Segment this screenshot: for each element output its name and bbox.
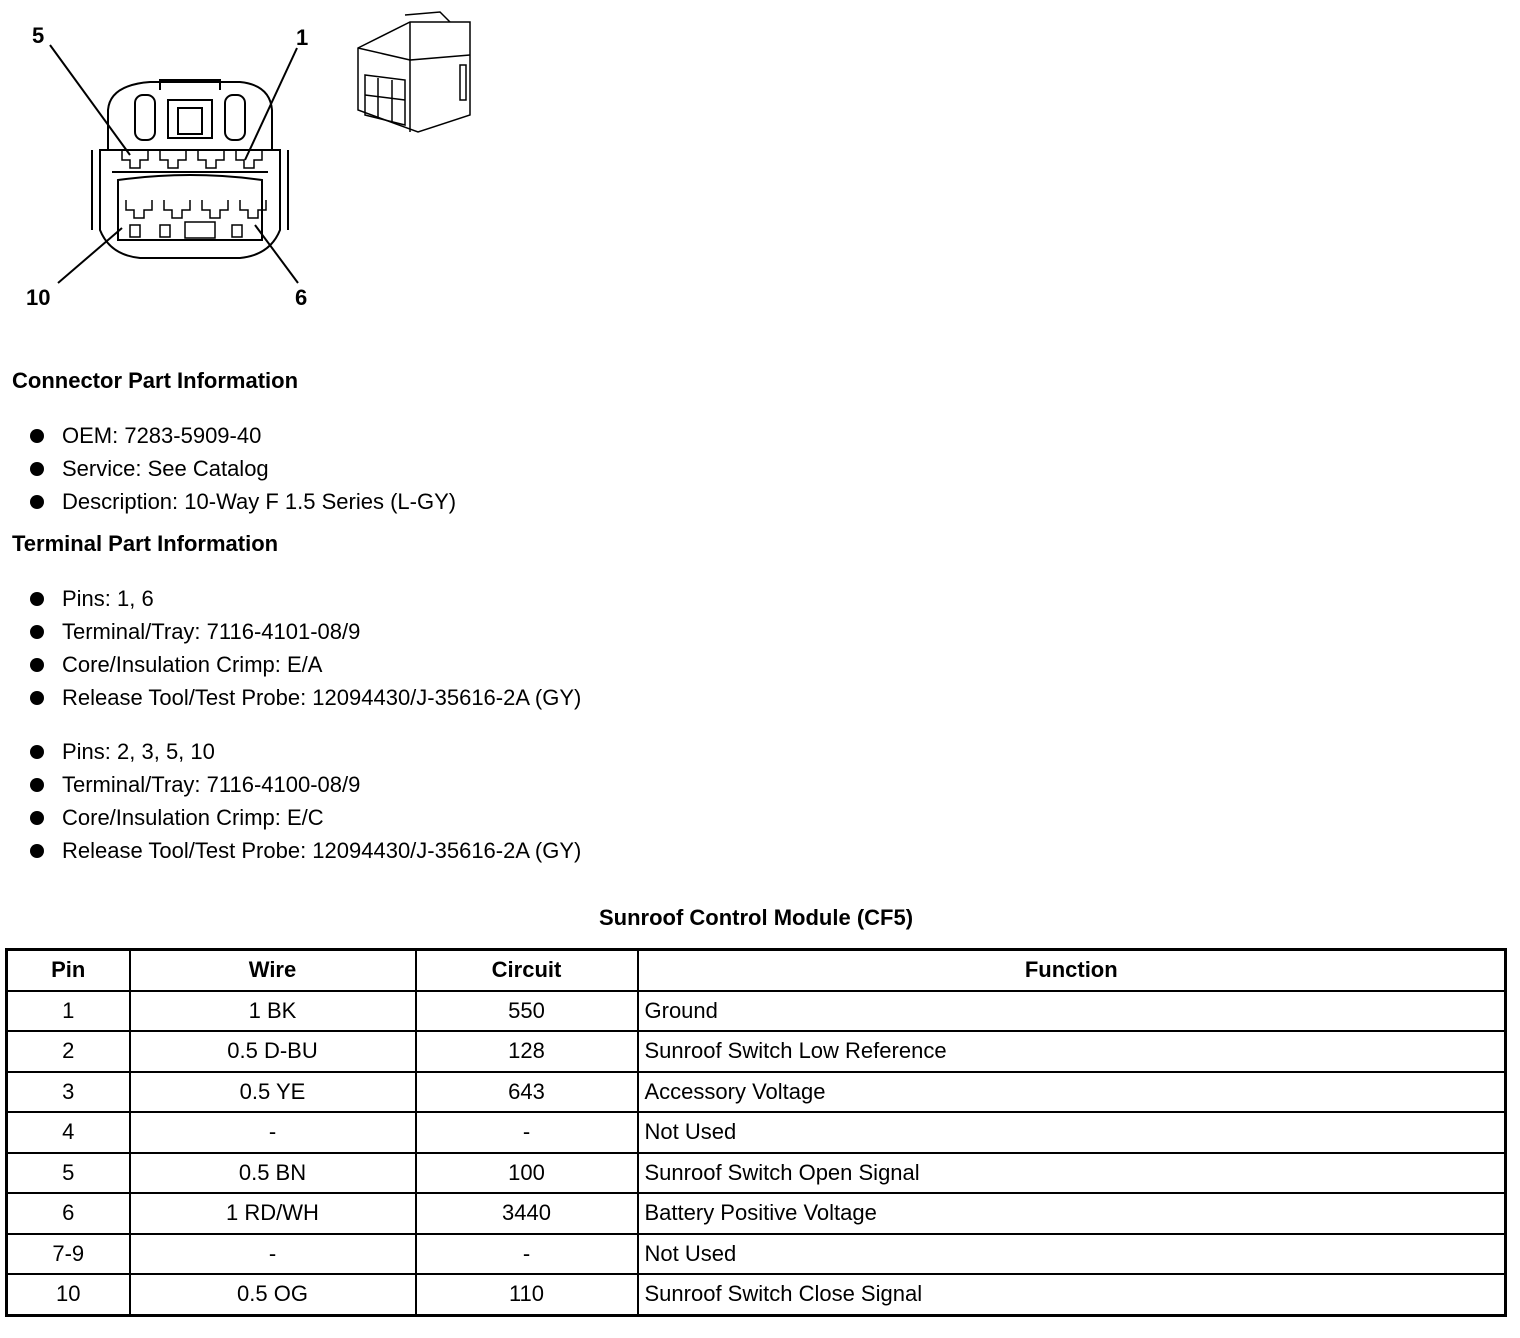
- pin-label-6: 6: [295, 285, 308, 310]
- pin-label-1: 1: [296, 25, 309, 50]
- table-header-row: [7, 950, 1506, 991]
- connector-info-heading: Connector Part Information: [12, 368, 299, 393]
- table-row: [7, 991, 1506, 1032]
- cell-function: Accessory Voltage: [638, 1072, 1506, 1113]
- cell-pin: 6: [7, 1193, 130, 1234]
- cell-function: Sunroof Switch Open Signal: [638, 1153, 1506, 1194]
- list-item: Core/Insulation Crimp: E/A: [30, 648, 581, 681]
- cell-pin: 7-9: [7, 1234, 130, 1275]
- table-row: [7, 1193, 1506, 1234]
- cell-circuit: 110: [416, 1274, 638, 1315]
- cell-pin: 1: [7, 991, 130, 1032]
- cell-function: Ground: [638, 991, 1506, 1032]
- column-header-circuit: Circuit: [416, 950, 638, 991]
- pin-label-5: 5: [32, 23, 45, 48]
- connector-info-list: [30, 419, 456, 518]
- cell-wire: 0.5 BN: [130, 1153, 416, 1194]
- list-item: Terminal/Tray: 7116-4100-08/9: [30, 768, 581, 801]
- leader-line-10: [58, 228, 122, 283]
- terminal-info-group2: [30, 735, 581, 867]
- cell-pin: 5: [7, 1153, 130, 1194]
- table-row: [7, 1031, 1506, 1072]
- cell-circuit: -: [416, 1112, 638, 1153]
- list-item: Pins: 1, 6: [30, 582, 581, 615]
- cell-wire: 1 BK: [130, 991, 416, 1032]
- leader-line-5: [50, 45, 130, 155]
- table-row: [7, 1274, 1506, 1315]
- cell-wire: -: [130, 1112, 416, 1153]
- cell-circuit: 100: [416, 1153, 638, 1194]
- cell-circuit: -: [416, 1234, 638, 1275]
- cell-wire: 0.5 D-BU: [130, 1031, 416, 1072]
- table-row: [7, 1072, 1506, 1113]
- cell-pin: 4: [7, 1112, 130, 1153]
- cell-function: Not Used: [638, 1112, 1506, 1153]
- cell-pin: 3: [7, 1072, 130, 1113]
- connector-iso-view: [358, 12, 470, 132]
- cell-wire: -: [130, 1234, 416, 1275]
- cell-function: Sunroof Switch Close Signal: [638, 1274, 1506, 1315]
- cell-circuit: 128: [416, 1031, 638, 1072]
- table-row: [7, 1153, 1506, 1194]
- cell-function: Battery Positive Voltage: [638, 1193, 1506, 1234]
- cell-wire: 0.5 YE: [130, 1072, 416, 1113]
- list-item: Release Tool/Test Probe: 12094430/J-35616-2A (GY): [30, 834, 581, 867]
- cell-circuit: 643: [416, 1072, 638, 1113]
- list-item: Description: 10-Way F 1.5 Series (L-GY): [30, 485, 456, 518]
- cell-function: Not Used: [638, 1234, 1506, 1275]
- list-item: OEM: 7283-5909-40: [30, 419, 456, 452]
- connector-diagram: [0, 0, 520, 335]
- pin-label-10: 10: [26, 285, 51, 310]
- table-row: [7, 1112, 1506, 1153]
- list-item: Service: See Catalog: [30, 452, 456, 485]
- cell-circuit: 3440: [416, 1193, 638, 1234]
- table-row: [7, 1234, 1506, 1275]
- cell-wire: 1 RD/WH: [130, 1193, 416, 1234]
- cell-circuit: 550: [416, 991, 638, 1032]
- column-header-function: Function: [638, 950, 1506, 991]
- column-header-pin: Pin: [7, 950, 130, 991]
- cell-pin: 2: [7, 1031, 130, 1072]
- column-header-wire: Wire: [130, 950, 416, 991]
- cell-pin: 10: [7, 1274, 130, 1315]
- list-item: Core/Insulation Crimp: E/C: [30, 801, 581, 834]
- cell-function: Sunroof Switch Low Reference: [638, 1031, 1506, 1072]
- list-item: Release Tool/Test Probe: 12094430/J-35616-2A (GY): [30, 681, 581, 714]
- list-item: Terminal/Tray: 7116-4101-08/9: [30, 615, 581, 648]
- list-item: Pins: 2, 3, 5, 10: [30, 735, 581, 768]
- pinout-table: [5, 948, 1507, 1317]
- terminal-info-group1: [30, 582, 581, 714]
- cell-wire: 0.5 OG: [130, 1274, 416, 1315]
- table-title: Sunroof Control Module (CF5): [598, 905, 914, 930]
- terminal-info-heading: Terminal Part Information: [12, 531, 279, 556]
